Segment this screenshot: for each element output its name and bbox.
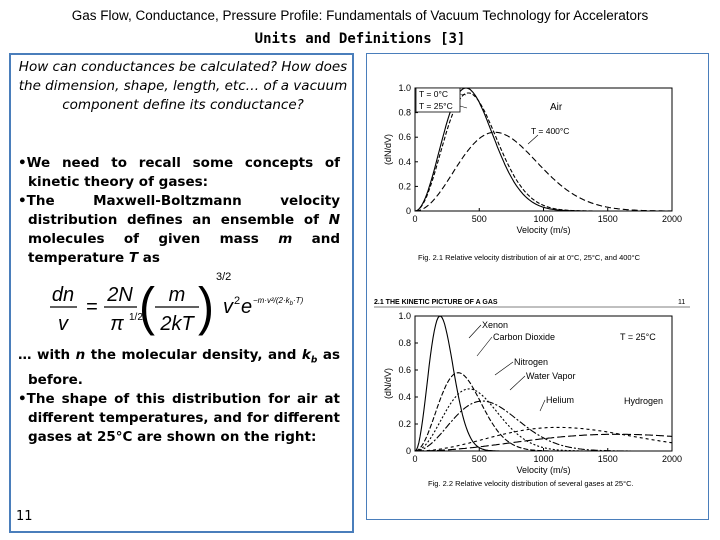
annotation-air: Air <box>550 102 563 113</box>
series-leader <box>510 376 525 390</box>
figure-air-temperature <box>370 78 700 270</box>
bullet-maxwell-boltzmann: •The Maxwell-Boltzmann velocity distribution defines an ensemble of N molecules of given mass m and temperature T as <box>18 193 340 266</box>
eq-outer-exp: 3/2 <box>216 271 232 283</box>
annotation-leader <box>460 106 467 108</box>
eq-lhs-den: v <box>58 313 68 335</box>
x-tick-label: 2000 <box>661 454 683 464</box>
x-axis-label: Velocity (m/s) <box>516 225 571 235</box>
series-leader <box>540 400 545 411</box>
x-tick-label: 500 <box>471 214 487 224</box>
series-line <box>415 427 672 451</box>
page-header: 2.1 THE KINETIC PICTURE OF A GAS <box>374 299 498 306</box>
page-header-number: 11 <box>678 299 686 306</box>
annotation-t25: T = 25°C <box>419 101 453 111</box>
mb-text-a: The Maxwell-Boltzmann velocity distribution defines an ensemble of <box>26 193 340 228</box>
y-tick-label: 1.0 <box>398 311 411 321</box>
eq-v: v <box>223 296 233 318</box>
eq-coef-den-exp: 1/2 <box>129 312 143 323</box>
cont-c: as before. <box>28 347 341 388</box>
annotation-t0: T = 0°C <box>419 89 448 99</box>
series-label: Hydrogen <box>624 396 664 406</box>
series-label: Nitrogen <box>514 357 549 367</box>
eq-paren-close: ) <box>198 276 214 337</box>
bullet-kinetic-theory: •We need to recall some concepts of kinetic theory of gases: <box>18 155 340 190</box>
y-tick-label: 0.6 <box>398 132 411 143</box>
slide-header-title: Gas Flow, Conductance, Pressure Profile: Fundamentals of Vacuum Technology for Accelerators <box>71 8 649 23</box>
bullet-list-1 <box>18 154 340 268</box>
eq-e: e <box>241 296 253 318</box>
series-label: Water Vapor <box>526 371 576 381</box>
y-tick-label: 0.8 <box>398 107 411 118</box>
bullet-shape-distribution: •The shape of this distribution for air at different temperatures, and for different gases at 25°C are shown on the right: <box>18 390 340 445</box>
x-tick-label: 500 <box>471 454 487 464</box>
eq-coef-num: 2N <box>107 284 133 306</box>
y-axis-label: (dN/dV) <box>383 367 393 400</box>
eq-v-exp: 2 <box>234 295 241 307</box>
continuation-text <box>18 346 340 390</box>
page-number: 11 <box>16 509 33 524</box>
eq-lhs-num: dn <box>51 284 75 306</box>
series-label: Helium <box>546 395 575 405</box>
eq-e-exp-main: −m·v²/(2·k <box>253 296 290 305</box>
bullet-shape-distribution-text: The shape of this distribution for air at different temperatures, and for different gases at 25°C are shown on the right: <box>26 390 340 445</box>
cont-b: the molecular density, and <box>90 347 297 363</box>
symbol-kb <box>301 347 318 366</box>
symbol-n: n <box>75 347 86 363</box>
mb-text-b: molecules of given mass <box>28 231 259 247</box>
symbol-N: N <box>328 212 340 228</box>
y-tick-label: 0.8 <box>398 338 411 348</box>
x-tick-label: 0 <box>412 214 418 224</box>
annotation-t400: T = 400°C <box>531 126 570 136</box>
eq-paren-den: 2kT <box>160 313 194 335</box>
annotation-t25: T = 25°C <box>620 332 656 342</box>
x-tick-label: 1000 <box>533 214 554 224</box>
symbol-k: k <box>301 347 311 363</box>
symbol-m: m <box>278 231 293 247</box>
x-tick-label: 1500 <box>597 454 618 464</box>
figure-caption: Fig. 2.1 Relative velocity distribution of air at 0°C, 25°C, and 400°C <box>418 253 641 262</box>
cont-a: … with <box>18 347 71 363</box>
series-line <box>415 132 672 211</box>
y-tick-label: 0 <box>405 446 411 456</box>
series-leader <box>477 337 492 356</box>
series-leader <box>495 362 513 375</box>
annotation-leader <box>528 135 538 144</box>
series-label: Xenon <box>482 320 509 330</box>
mb-text-c: and temperature <box>28 231 340 266</box>
bullet-list-2 <box>18 346 340 447</box>
y-tick-label: 0.2 <box>398 419 411 429</box>
series-label: Carbon Dioxide <box>493 332 556 342</box>
figure-gases-25c <box>370 294 700 494</box>
x-axis-label: Velocity (m/s) <box>516 465 571 475</box>
bullet-kinetic-theory-text: We need to recall some concepts of kinetic theory of gases: <box>26 155 340 190</box>
symbol-kb-sub: b <box>310 355 318 366</box>
y-tick-label: 0.6 <box>398 365 411 375</box>
y-axis-label: (dN/dV) <box>383 133 393 166</box>
eq-paren-open: ( <box>139 276 155 337</box>
y-tick-label: 0.4 <box>398 156 411 167</box>
eq-equals: = <box>86 296 98 318</box>
series-line <box>415 401 672 451</box>
eq-e-exp-sub: b <box>289 301 294 307</box>
slide-subtitle: Units and Definitions [3] <box>254 31 466 47</box>
x-tick-label: 0 <box>412 454 418 464</box>
series-leader <box>469 325 481 338</box>
series-line <box>415 373 672 451</box>
question-text: How can conductances be calculated? How does the dimension, shape, length, etc… of a vacuum component define its conductance? <box>18 59 348 113</box>
symbol-T: T <box>128 250 139 266</box>
y-tick-label: 0.2 <box>398 181 411 192</box>
eq-e-exp-tail: ·T) <box>293 296 304 305</box>
figure-caption: Fig. 2.2 Relative velocity distribution of several gases at 25°C. <box>428 479 634 488</box>
x-tick-label: 2000 <box>661 214 683 224</box>
x-tick-label: 1500 <box>597 214 618 224</box>
maxwell-boltzmann-equation <box>48 268 348 340</box>
y-tick-label: 0 <box>405 206 411 216</box>
eq-coef-den: π <box>110 313 124 335</box>
eq-e-exp <box>253 296 304 307</box>
y-tick-label: 1.0 <box>398 83 411 93</box>
mb-text-d: as <box>142 250 160 266</box>
y-tick-label: 0.4 <box>398 392 411 402</box>
x-tick-label: 1000 <box>533 454 554 464</box>
eq-paren-num: m <box>168 284 186 306</box>
